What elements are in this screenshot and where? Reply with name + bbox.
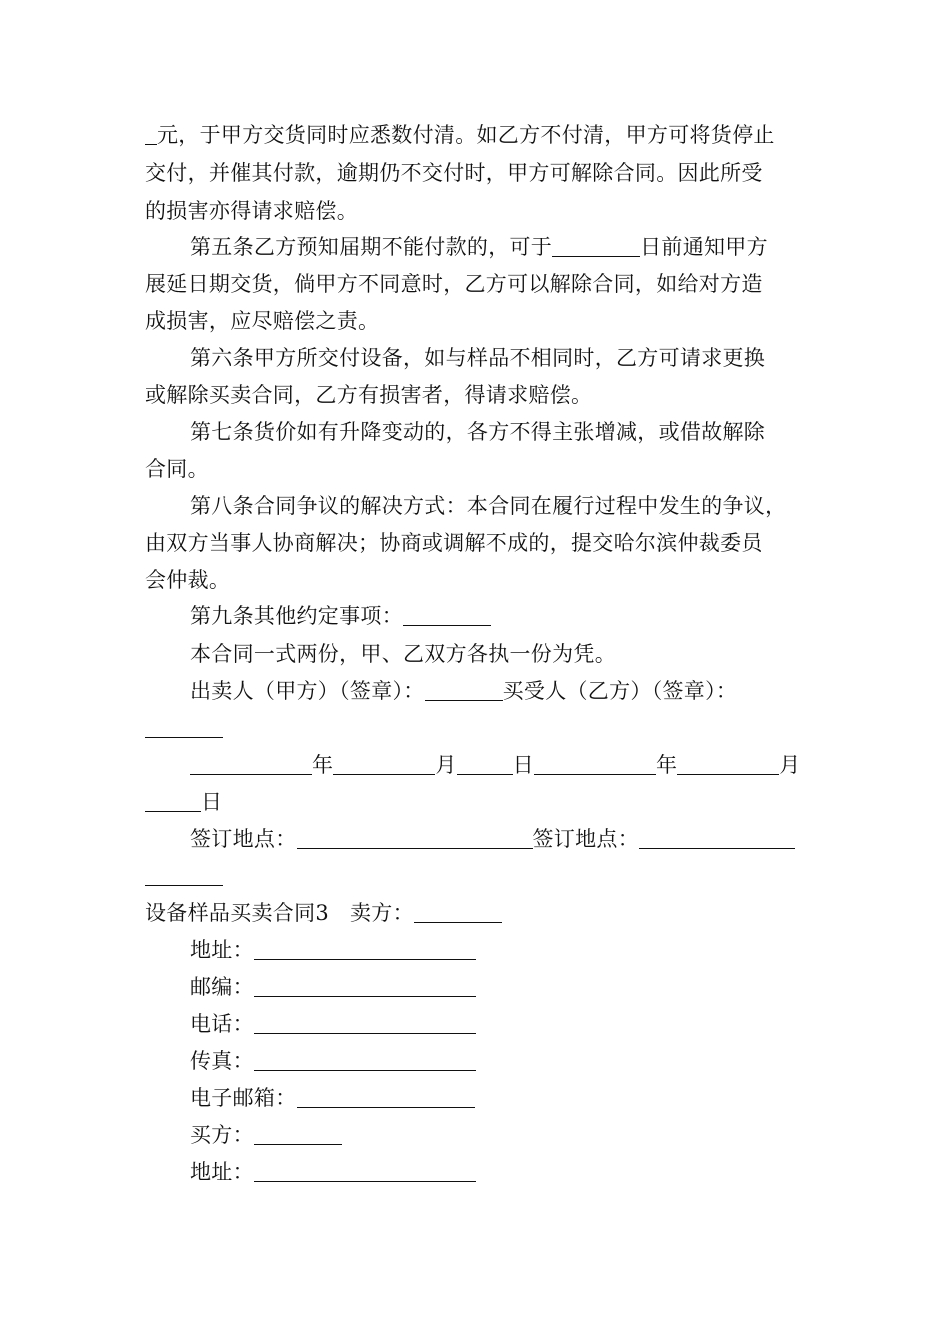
blank-line (190, 752, 312, 775)
blank-line (145, 122, 157, 145)
blank-line (534, 752, 656, 775)
article-7: 第七条货价如有升降变动的，各方不得主张增减，或借故解除 (190, 420, 766, 444)
blank-line (639, 826, 795, 849)
text: 邮编： (190, 975, 254, 999)
blank-line (254, 974, 476, 997)
blank-line (145, 863, 223, 886)
text: 设备样品买卖合同3 (145, 901, 330, 925)
text: 第九条其他约定事项： (190, 604, 403, 628)
text: 日 (201, 790, 223, 814)
blank-line (425, 678, 503, 701)
text: 元，于甲方交货同时应悉数付清。如乙方不付清，甲方可将货停止 (157, 123, 775, 147)
text: 日 (512, 753, 534, 777)
text: 传真： (190, 1049, 254, 1073)
blank-line (145, 789, 201, 812)
text-line: 合同。 (145, 457, 209, 481)
text-line: 的损害亦得请求赔偿。 (145, 199, 358, 223)
text: 月 (779, 753, 801, 777)
blank-line (254, 937, 476, 960)
text: 地址： (190, 938, 254, 962)
blank-line (552, 234, 640, 257)
text-line (145, 120, 775, 150)
article-9 (190, 601, 491, 631)
text: 卖方： (350, 901, 414, 925)
text: 年 (655, 753, 678, 777)
blank-line (333, 752, 435, 775)
article-5 (190, 232, 768, 262)
text: 日前通知甲方 (640, 235, 768, 259)
blank-line (297, 1085, 475, 1108)
text: 买方： (190, 1123, 254, 1147)
date-line (190, 750, 801, 780)
text: 买受人（乙方）（签章）： (502, 679, 738, 703)
address-field (190, 935, 476, 965)
text-line: 或解除买卖合同，乙方有损害者，得请求赔偿。 (145, 383, 593, 407)
blank-line (457, 752, 513, 775)
text: 年 (312, 753, 334, 777)
text-line: 展延日期交货，倘甲方不同意时，乙方可以解除合同，如给对方造 (145, 272, 763, 296)
text: 签订地点： (190, 827, 297, 851)
text: 月 (435, 753, 457, 777)
signature-line (190, 676, 737, 706)
text-line (145, 713, 223, 743)
article-6: 第六条甲方所交付设备，如与样品不相同时，乙方可请求更换 (190, 346, 766, 370)
copies-clause: 本合同一式两份，甲、乙双方各执一份为凭。 (190, 642, 616, 666)
blank-line (254, 1159, 476, 1182)
text: 签订地点： (532, 827, 639, 851)
blank-line (254, 1122, 342, 1145)
text: 电子邮箱： (190, 1086, 297, 1110)
blank-line (297, 826, 533, 849)
fax-field (190, 1046, 476, 1076)
text-line: 由双方当事人协商解决；协商或调解不成的，提交哈尔滨仲裁委员 (145, 531, 763, 555)
blank-line (677, 752, 779, 775)
text: 出卖人（甲方）（签章）： (190, 679, 425, 703)
article-8: 第八条合同争议的解决方式：本合同在履行过程中发生的争议， (190, 494, 787, 518)
text: 电话： (190, 1012, 254, 1036)
text-line: 交付，并催其付款，逾期仍不交付时，甲方可解除合同。因此所受 (145, 161, 763, 185)
text-line (145, 787, 222, 817)
sign-place-line (190, 824, 795, 854)
buyer-address-field (190, 1157, 476, 1187)
blank-line (145, 715, 223, 738)
email-field (190, 1083, 475, 1113)
text: 第五条乙方预知届期不能付款的，可于 (190, 235, 553, 259)
phone-field (190, 1009, 476, 1039)
blank-line (254, 1011, 476, 1034)
text-line: 成损害，应尽赔偿之责。 (145, 309, 380, 333)
buyer-field (190, 1120, 342, 1150)
blank-line (414, 900, 502, 923)
postcode-field (190, 972, 476, 1002)
text-line: 会仲裁。 (145, 568, 231, 592)
text: 地址： (190, 1160, 254, 1184)
blank-line (254, 1048, 476, 1071)
contract-3-title (145, 898, 502, 928)
blank-line (403, 603, 491, 626)
text-line (145, 861, 223, 891)
